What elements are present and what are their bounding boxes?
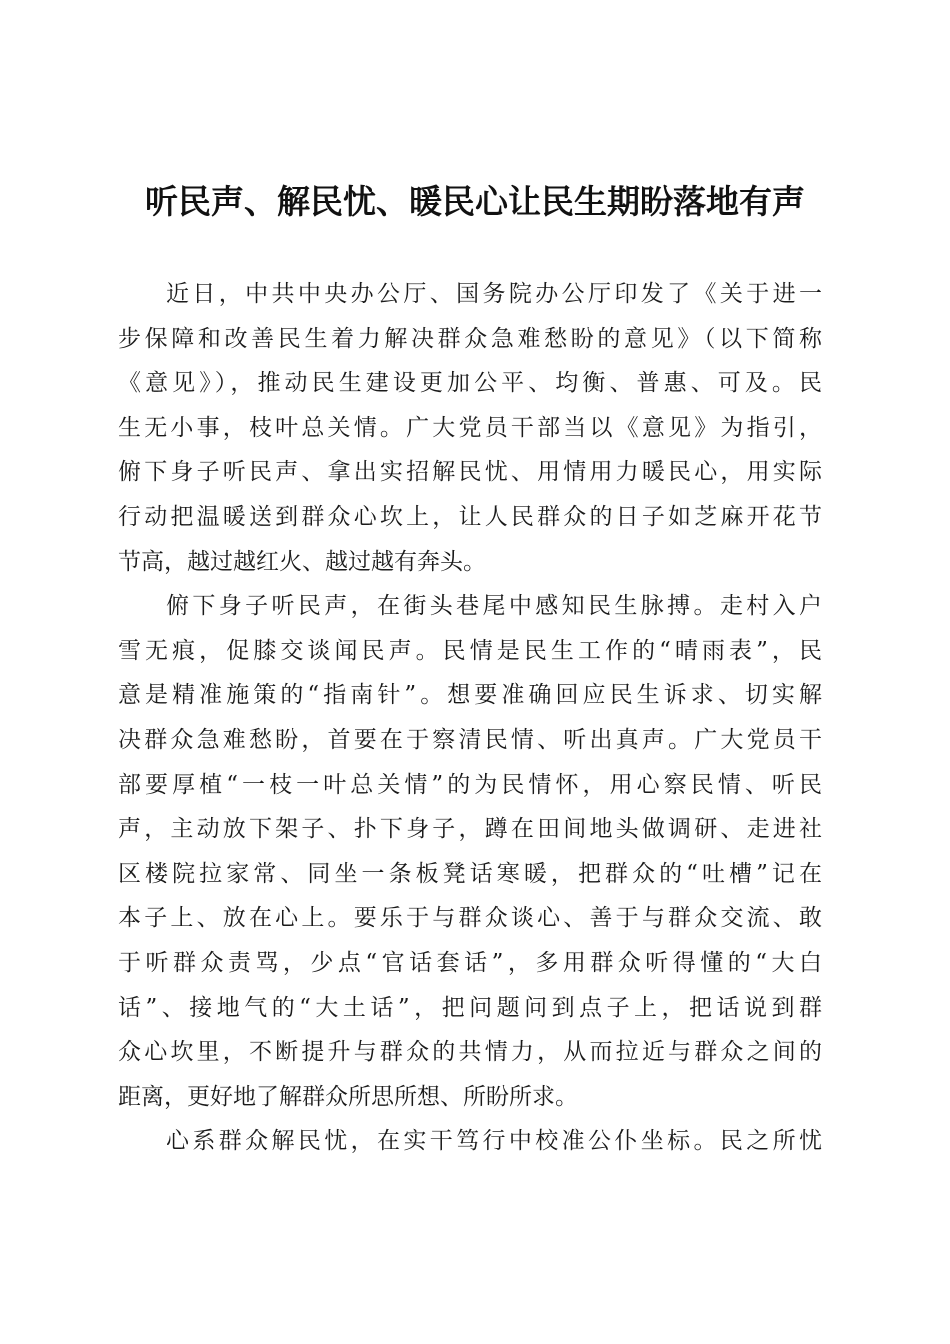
text-line: 部要厚植“一枝一叶总关情”的为民情怀，用心察民情、听民 — [118, 771, 822, 798]
text-line: 行动把温暖送到群众心坎上，让人民群众的日子如芝麻开花节 — [118, 503, 822, 530]
text-line: 近日，中共中央办公厅、国务院办公厅印发了《关于进一 — [166, 281, 822, 307]
text-line: 区楼院拉家常、同坐一条板凳话寒暖，把群众的“吐槽”记在 — [118, 860, 822, 887]
text-line: 节高，越过越红火、越过越有奔头。 — [118, 548, 486, 575]
text-line: 步保障和改善民生着力解决群众急难愁盼的意见》（以下简称 — [118, 325, 822, 352]
text-line: 《意见》），推动民生建设更加公平、均衡、普惠、可及。民 — [118, 370, 822, 397]
text-line: 声，主动放下架子、扑下身子，蹲在田间地头做调研、走进社 — [118, 816, 822, 843]
document-body — [118, 272, 822, 1164]
text-line: 生无小事，枝叶总关情。广大党员干部当以《意见》为指引， — [118, 414, 822, 441]
paragraph — [118, 1119, 822, 1164]
text-line: 意是精准施策的“指南针”。想要准确回应民生诉求、切实解 — [118, 682, 822, 709]
text-line: 俯下身子听民声，在街头巷尾中感知民生脉搏。走村入户 — [166, 593, 822, 620]
text-line: 俯下身子听民声、拿出实招解民忧、用情用力暖民心，用实际 — [118, 459, 822, 486]
paragraph — [118, 584, 822, 1119]
document-title: 听民声、解民忧、暖民心让民生期盼落地有声 — [145, 182, 805, 221]
text-line: 距离，更好地了解群众所思所想、所盼所求。 — [118, 1083, 578, 1110]
text-line: 本子上、放在心上。要乐于与群众谈心、善于与群众交流、敢 — [118, 905, 822, 932]
text-line: 雪无痕，促膝交谈闻民声。民情是民生工作的“晴雨表”，民 — [118, 637, 822, 664]
text-line: 话”、接地气的“大土话”，把问题问到点子上，把话说到群 — [118, 994, 822, 1021]
paragraph — [118, 272, 822, 584]
text-line: 于听群众责骂，少点“官话套话”，多用群众听得懂的“大白 — [118, 949, 822, 976]
text-line: 心系群众解民忧，在实干笃行中校准公仆坐标。民之所忧 — [166, 1128, 822, 1155]
text-line: 决群众急难愁盼，首要在于察清民情、听出真声。广大党员干 — [118, 726, 822, 753]
text-line: 众心坎里，不断提升与群众的共情力，从而拉近与群众之间的 — [118, 1039, 822, 1066]
